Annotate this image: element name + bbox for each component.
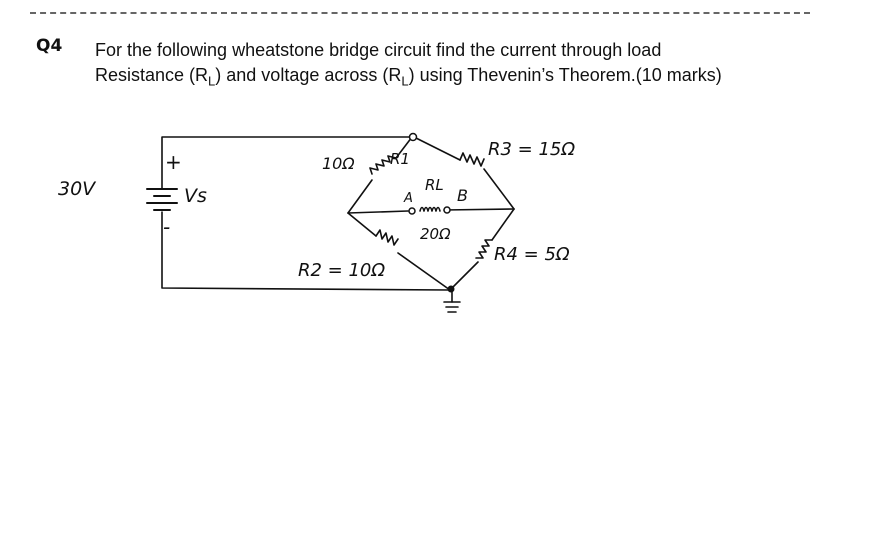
source-label: Vs xyxy=(184,185,207,207)
r3-wire-lower xyxy=(484,169,514,209)
r3-wire xyxy=(414,137,460,160)
node-a-label: A xyxy=(404,191,413,206)
wire-left-top xyxy=(162,137,412,189)
r1-wire-lower xyxy=(348,180,372,213)
r4-wire xyxy=(492,209,514,240)
question-line-2: Resistance $(R_L)$ and voltage across $(R_L)$ using Thevenin’s Theorem.(10 marks) xyxy=(95,65,722,89)
r3-resistor xyxy=(460,153,484,166)
r3-label: R3 = 15Ω xyxy=(488,139,576,160)
question-number: Q4 xyxy=(36,36,63,56)
r4-resistor xyxy=(476,240,492,258)
r2-resistor xyxy=(376,230,398,245)
source-voltage-label: 30V xyxy=(58,178,96,200)
r1-label: R1 xyxy=(390,150,410,168)
rl-resistor xyxy=(420,208,440,212)
node-bottom xyxy=(448,286,455,293)
node-b-terminal xyxy=(444,207,450,213)
rl-value-label: 20Ω xyxy=(420,225,451,243)
question-line-1: For the following wheatstone bridge circuit find the current through load xyxy=(95,40,662,60)
r4-label: R4 = 5Ω xyxy=(494,244,570,265)
r2-wire-lower xyxy=(398,253,450,290)
r2-label: R2 = 10Ω xyxy=(298,260,386,281)
plus-sign: + xyxy=(165,150,182,174)
node-top xyxy=(410,134,417,141)
r4-wire-lower xyxy=(450,262,478,290)
r1-value-label: 10Ω xyxy=(322,154,355,173)
node-b-label: B xyxy=(457,186,468,205)
minus-sign: - xyxy=(163,215,171,239)
rl-label: RL xyxy=(425,176,444,194)
r2-wire xyxy=(348,213,376,236)
node-a-terminal xyxy=(409,208,415,214)
rl-wire-right xyxy=(444,209,514,210)
rl-wire-left xyxy=(348,211,408,213)
